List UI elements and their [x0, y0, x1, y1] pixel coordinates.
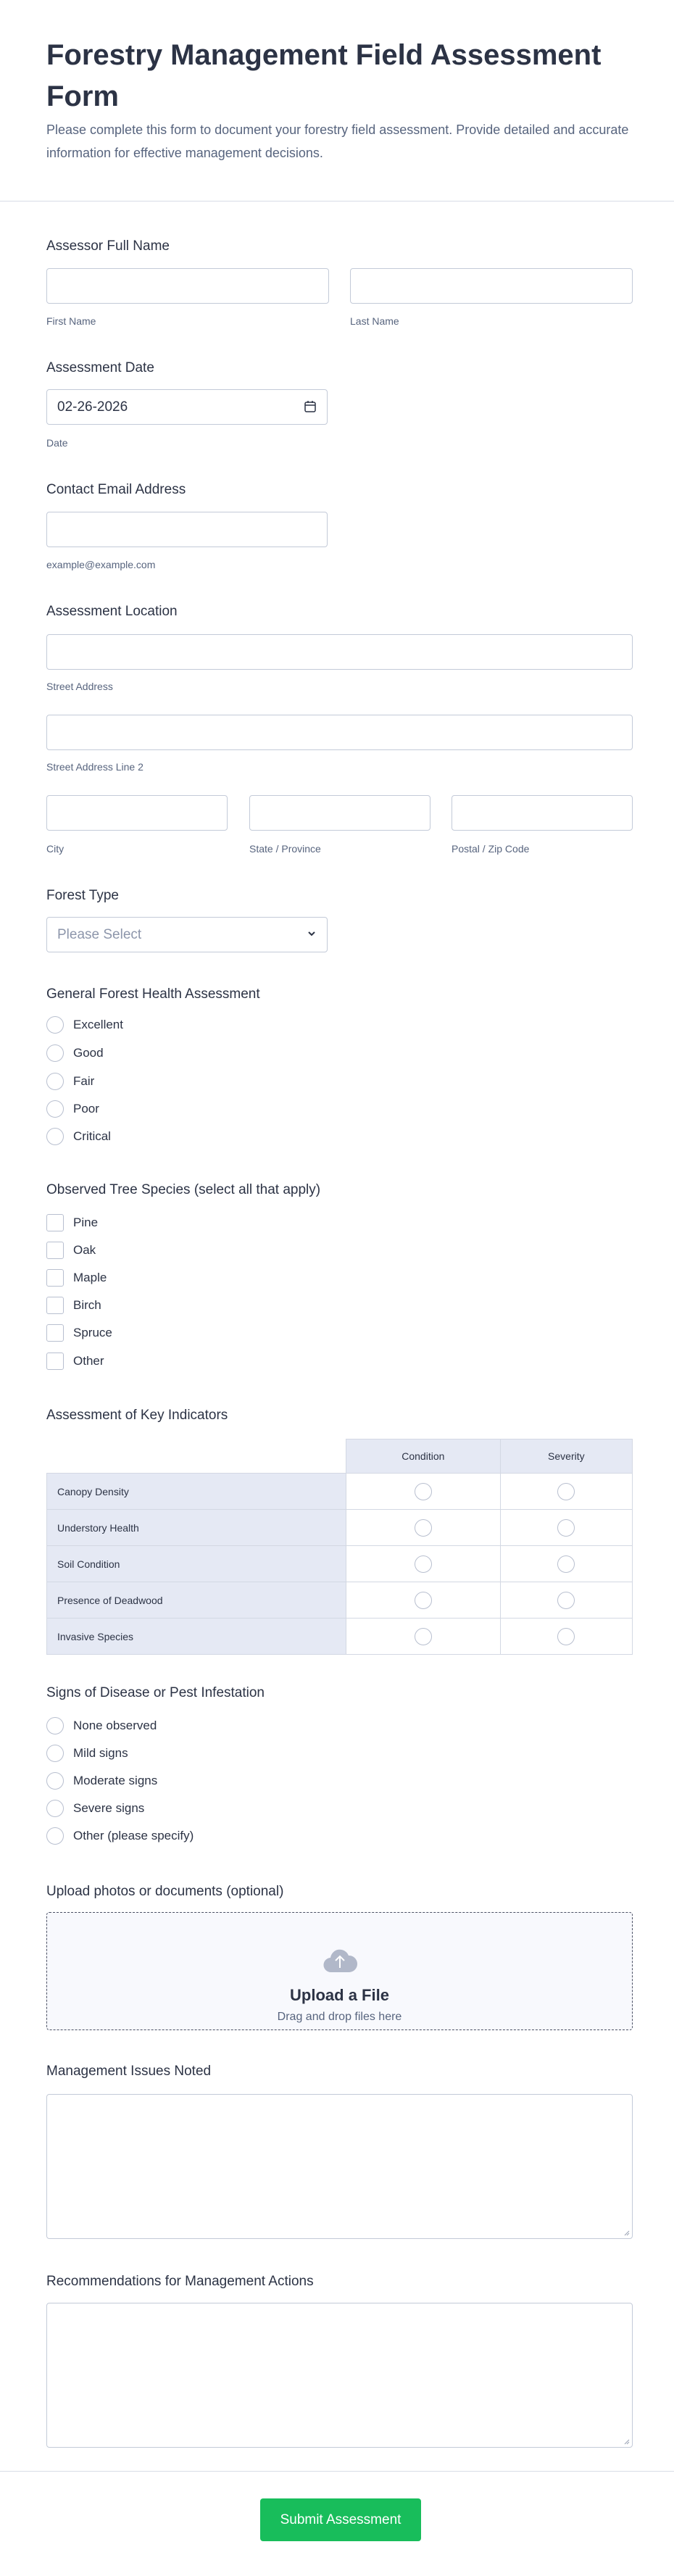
radio-button[interactable] [46, 1100, 64, 1118]
upload-title: Upload a File [290, 1986, 389, 2004]
indicators-label: Assessment of Key Indicators [46, 1408, 228, 1423]
email-label: Contact Email Address [46, 482, 186, 497]
option-label: Severe signs [73, 1801, 145, 1815]
health-option[interactable] [46, 1072, 94, 1091]
health-option[interactable] [46, 1015, 123, 1034]
recommendations-label: Recommendations for Management Actions [46, 2274, 314, 2289]
option-label: None observed [73, 1719, 157, 1732]
species-option[interactable] [46, 1324, 112, 1342]
chevron-down-icon [307, 928, 317, 939]
radio-button[interactable] [46, 1128, 64, 1145]
street-address-line2-sublabel: Street Address Line 2 [46, 761, 143, 773]
species-option[interactable] [46, 1213, 98, 1232]
radio-button[interactable] [46, 1044, 64, 1062]
table-row [47, 1619, 633, 1655]
radio-button[interactable] [415, 1483, 432, 1500]
table-row [47, 1474, 633, 1510]
option-label: Oak [73, 1243, 96, 1257]
radio-button[interactable] [415, 1519, 432, 1537]
column-header: Severity [500, 1439, 632, 1474]
indicators-matrix [46, 1439, 633, 1655]
option-label: Mild signs [73, 1746, 128, 1760]
radio-button[interactable] [415, 1555, 432, 1573]
option-label: Fair [73, 1074, 95, 1088]
health-label: General Forest Health Assessment [46, 986, 260, 1002]
radio-button[interactable] [415, 1592, 432, 1609]
street-address-input[interactable] [46, 634, 633, 670]
date-value: 02-26-2026 [57, 399, 128, 415]
street-address-line2-input[interactable] [46, 715, 633, 750]
file-upload-dropzone[interactable] [46, 1912, 633, 2030]
forest-type-label: Forest Type [46, 888, 119, 903]
option-label: Critical [73, 1129, 111, 1143]
issues-textarea[interactable] [46, 2094, 633, 2239]
date-input[interactable] [46, 389, 328, 425]
calendar-icon[interactable] [304, 400, 317, 413]
checkbox[interactable] [46, 1242, 64, 1259]
radio-button[interactable] [415, 1628, 432, 1645]
radio-button[interactable] [557, 1519, 575, 1537]
city-input[interactable] [46, 795, 228, 831]
table-row [47, 1582, 633, 1619]
table-row [47, 1546, 633, 1582]
disease-option[interactable] [46, 1827, 194, 1845]
forest-type-select[interactable] [46, 917, 328, 952]
option-label: Excellent [73, 1018, 123, 1031]
issues-label: Management Issues Noted [46, 2064, 212, 2079]
radio-button[interactable] [46, 1772, 64, 1790]
disease-option[interactable] [46, 1744, 128, 1763]
disease-label: Signs of Disease or Pest Infestation [46, 1685, 265, 1700]
assessment-date-label: Assessment Date [46, 360, 154, 375]
radio-button[interactable] [46, 1800, 64, 1817]
city-sublabel: City [46, 843, 65, 855]
disease-option[interactable] [46, 1799, 144, 1818]
cloud-upload-icon [323, 1946, 357, 1974]
option-label: Moderate signs [73, 1774, 158, 1787]
divider [0, 2471, 674, 2472]
assessor-name-label: Assessor Full Name [46, 238, 170, 254]
health-option[interactable] [46, 1100, 99, 1118]
checkbox[interactable] [46, 1297, 64, 1314]
radio-button[interactable] [557, 1555, 575, 1573]
radio-button[interactable] [46, 1073, 64, 1090]
radio-button[interactable] [46, 1827, 64, 1845]
row-label: Presence of Deadwood [47, 1582, 346, 1619]
date-sublabel: Date [46, 437, 68, 449]
checkbox[interactable] [46, 1269, 64, 1287]
species-option[interactable] [46, 1296, 101, 1315]
forest-type-placeholder: Please Select [57, 927, 142, 942]
form-description: Please complete this form to document your forestry field assessment. Provide detailed and accurate information for effective management decisions. [46, 122, 629, 160]
checkbox[interactable] [46, 1353, 64, 1370]
health-option[interactable] [46, 1044, 104, 1063]
option-label: Maple [73, 1271, 107, 1284]
form-title: Forestry Management Field Assessment Form [46, 39, 602, 112]
location-label: Assessment Location [46, 604, 178, 619]
first-name-input[interactable] [46, 268, 329, 304]
radio-button[interactable] [557, 1628, 575, 1645]
column-header: Condition [346, 1439, 501, 1474]
radio-button[interactable] [557, 1592, 575, 1609]
disease-option[interactable] [46, 1716, 157, 1735]
row-label: Understory Health [47, 1510, 346, 1546]
last-name-input[interactable] [350, 268, 633, 304]
checkbox[interactable] [46, 1214, 64, 1231]
radio-button[interactable] [46, 1745, 64, 1762]
option-label: Poor [73, 1102, 99, 1115]
option-label: Good [73, 1046, 104, 1060]
radio-button[interactable] [46, 1016, 64, 1034]
table-row [47, 1510, 633, 1546]
option-label: Other (please specify) [73, 1829, 194, 1842]
health-option[interactable] [46, 1127, 111, 1146]
species-option[interactable] [46, 1268, 107, 1287]
resize-handle-icon[interactable] [623, 2229, 630, 2236]
species-option[interactable] [46, 1241, 96, 1260]
row-label: Invasive Species [47, 1619, 346, 1655]
state-input[interactable] [249, 795, 430, 831]
upload-hint: Drag and drop files here [277, 2011, 402, 2023]
resize-handle-icon[interactable] [623, 2438, 630, 2445]
state-sublabel: State / Province [249, 843, 321, 855]
option-label: Other [73, 1354, 104, 1368]
zip-input[interactable] [452, 795, 633, 831]
checkbox[interactable] [46, 1324, 64, 1342]
last-name-sublabel: Last Name [350, 315, 399, 327]
option-label: Spruce [73, 1326, 112, 1339]
zip-sublabel: Postal / Zip Code [452, 843, 530, 855]
submit-button[interactable]: Submit Assessment [260, 2498, 421, 2541]
row-label: Soil Condition [47, 1546, 346, 1582]
row-label: Canopy Density [47, 1474, 346, 1510]
option-label: Pine [73, 1216, 99, 1229]
radio-button[interactable] [557, 1483, 575, 1500]
first-name-sublabel: First Name [46, 315, 96, 327]
option-label: Birch [73, 1298, 101, 1312]
street-address-sublabel: Street Address [46, 681, 113, 692]
species-option[interactable] [46, 1352, 104, 1371]
radio-button[interactable] [46, 1717, 64, 1734]
disease-option[interactable] [46, 1771, 157, 1790]
recommendations-textarea[interactable] [46, 2303, 633, 2448]
upload-label: Upload photos or documents (optional) [46, 1884, 284, 1899]
email-input[interactable] [46, 512, 328, 547]
email-sublabel: example@example.com [46, 559, 156, 570]
species-label: Observed Tree Species (select all that apply) [46, 1182, 321, 1197]
